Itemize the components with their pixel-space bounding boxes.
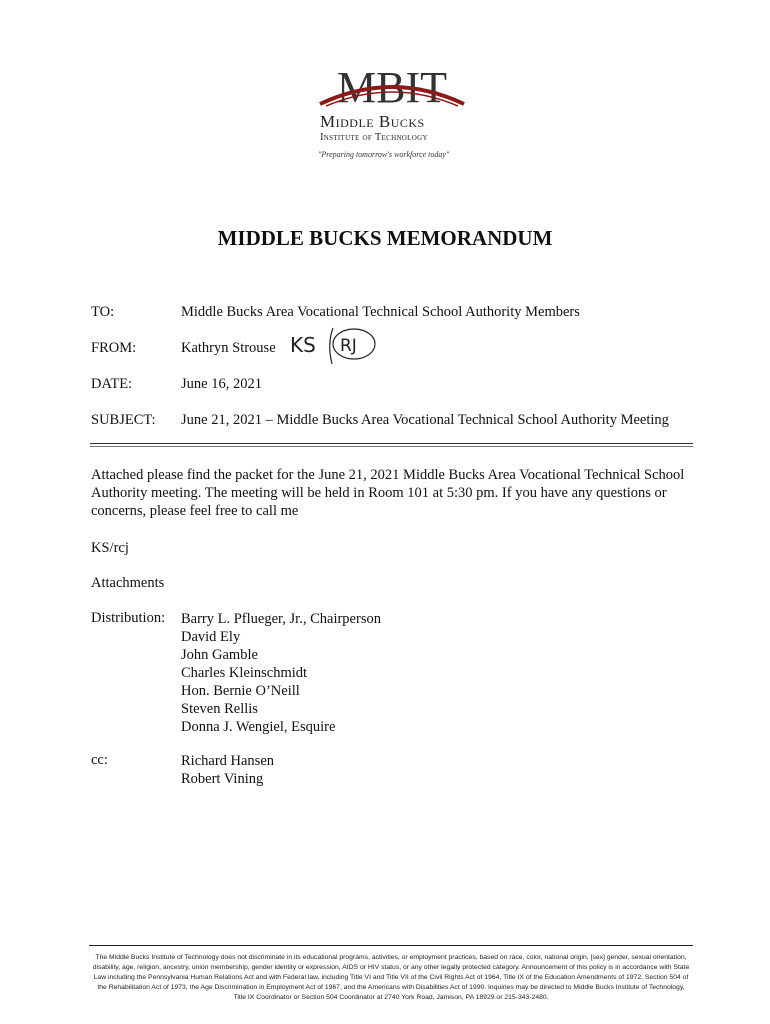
memo-title: MIDDLE BUCKS MEMORANDUM <box>217 226 553 250</box>
distribution-name: Barry L. Pflueger, Jr., Chairperson <box>181 611 381 627</box>
mbit-logo-mark <box>312 62 472 112</box>
mbit-logo <box>312 62 472 162</box>
date-label: DATE: <box>91 376 133 392</box>
body-paragraph: Attached please find the packet for the June 21, 2021 Middle Bucks Area Vocational Technical School Authority meeting. The meeting will be held in Room 101 at 5:30 pm. If you have any questions or concerns, please feel free to call me <box>91 467 685 519</box>
cc-name: Richard Hansen <box>181 753 275 769</box>
distribution-name: John Gamble <box>181 647 258 663</box>
logo-acronym: MBIT <box>337 63 447 112</box>
distribution-label: Distribution: <box>91 610 166 626</box>
distribution-name: Steven Rellis <box>181 701 258 717</box>
initials-rj: RJ <box>340 336 357 356</box>
logo-subtitle: Institute of Technology <box>320 132 428 143</box>
distribution-name: David Ely <box>181 629 241 645</box>
cc-name: Robert Vining <box>181 771 264 787</box>
distribution-list <box>181 610 381 736</box>
footer-divider <box>89 945 693 946</box>
distribution-name: Charles Kleinschmidt <box>181 665 308 681</box>
cc-list <box>181 752 274 788</box>
header-divider <box>90 443 693 447</box>
cc-label: cc: <box>91 752 108 768</box>
subject-label: SUBJECT: <box>91 412 156 428</box>
logo-name: Middle Bucks <box>320 112 425 131</box>
attachments-label: Attachments <box>91 575 165 591</box>
subject-value: June 21, 2021 – Middle Bucks Area Vocational Technical School Authority Meeting <box>181 412 669 428</box>
nondiscrimination-footer: The Middle Bucks Institute of Technology does not discriminate in its educational programs, activities, or employment practices, based on race, color, national origin, [sex] gender, sexual orientation, disability, age, religion, ancestry, union membership, gender identity or expression, AIDS or HIV status, or any other legally protected category. Announcement of this policy is in accordance with State Law including the Pennsylvania Human Relations Act and with Federal law, including Title VI and Title VII of the Civil Rights Act of 1964, Title IX of the Education Amendments of 1972, Section 504 of the Rehabilitation Act of 1973, the Age Discrimination in Employment Act of 1967, and the Americans with Disabilities Act of 1990. Inquiries may be directed to Middle Bucks Institute of Technology, Title IX Coordinator or Section 504 Coordinator at 2740 York Road, Jamison, PA 18929 or 215-343-2480. <box>92 954 690 1001</box>
handwritten-initials <box>288 324 388 373</box>
date-value: June 16, 2021 <box>181 376 262 392</box>
from-value: Kathryn Strouse <box>181 340 276 356</box>
to-value: Middle Bucks Area Vocational Technical School Authority Members <box>181 304 580 320</box>
distribution-name: Hon. Bernie O’Neill <box>181 683 300 699</box>
initials-ks: KS <box>290 333 316 357</box>
to-label: TO: <box>91 304 115 320</box>
distribution-name: Donna J. Wengiel, Esquire <box>181 719 336 735</box>
reference-initials: KS/rcj <box>91 540 129 556</box>
from-label: FROM: <box>91 340 137 356</box>
logo-tagline: "Preparing tomorrow's workforce today" <box>318 150 450 159</box>
